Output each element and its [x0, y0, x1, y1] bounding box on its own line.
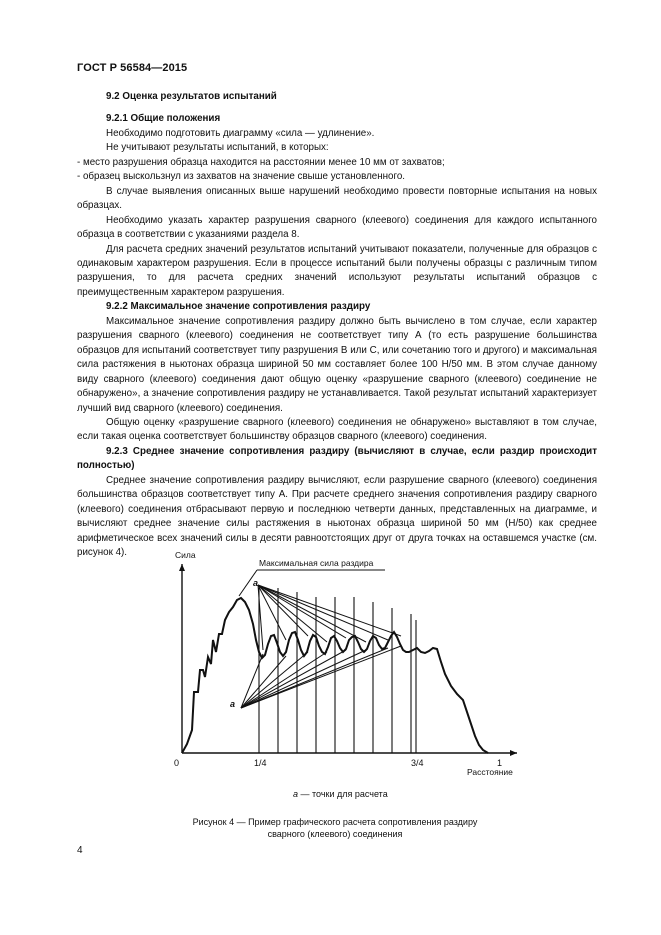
paragraph: Максимальное значение сопротивления раздиру должно быть вычислено в том случае, если характер разрушения сварного (клеевого) соединения не соответствует типу А (то есть разрушение большинства образцов для испытаний соответствует типу разрушения В или С, или сочетанию того и другого) и максимальная сила растяжения в ньютонах образца шириной 50 мм составляет более 100 Н/50 мм. В этом случае данному виду сварного (клеевого) соединения дают общую оценку «разрушение сварного (клеевого) соединение не обнаружено», а значение сопротивления раздиру не устанавливается. Такой результат испытаний характеризует лучший вид сварного (клеевого) соединения.	[77, 315, 597, 414]
list-item: - образец выскользнул из захватов на значение свыше установленного.	[77, 171, 406, 183]
document-header: ГОСТ Р 56584—2015	[77, 62, 188, 74]
subsection-1-title: 9.2.1 Общие положения	[106, 113, 221, 125]
x-axis-label: Расстояние	[467, 767, 513, 777]
point-connector-lines	[241, 585, 401, 708]
paragraph: Необходимо подготовить диаграмму «сила — удлинение».	[106, 127, 375, 139]
annotation-max-force: Максимальная сила раздира	[259, 558, 374, 568]
figure-caption: Рисунок 4 — Пример графического расчета сопротивления раздиру сварного (клеевого) соединения	[192, 817, 478, 839]
subsection-2-title: 9.2.2 Максимальное значение сопротивления раздиру	[106, 301, 371, 313]
y-axis-label: Сила	[175, 552, 196, 560]
figure-4-diagram	[165, 552, 525, 780]
paragraph: В случае выявления описанных выше нарушений необходимо провести повторные испытания на новых образцах.	[77, 185, 597, 212]
figure-legend	[293, 789, 388, 799]
paragraph: Необходимо указать характер разрушения сварного (клеевого) соединения для каждого испытанного образца в соответствии с указаниями раздела 8.	[77, 214, 597, 241]
section-title: 9.2 Оценка результатов испытаний	[106, 91, 277, 102]
tick-label-0: 0	[174, 758, 180, 768]
list-item: - место разрушения образца находится на расстоянии менее 10 мм от захватов;	[77, 156, 445, 168]
subsection-3-title: 9.2.3 Среднее значение сопротивления раздиру (вычисляют в случае, если раздир происходит полностью)	[77, 445, 597, 472]
paragraph: Для расчета средних значений результатов испытаний учитывают показатели, полученные для образцов с одинаковым характером разрушения. Если в процессе испытаний были получены образцы с различным типом разрушения, то для расчета средних значений используют результаты испытаний образцов с преимущественным характером разрушения.	[77, 243, 597, 298]
tick-label-quarter: 1/4	[254, 758, 267, 768]
paragraph: Общую оценку «разрушение сварного (клеевого) соединения не обнаружено» выставляют в том случае, если такая оценка соответствует большинству образцов сварного (клеевого) соединения.	[77, 416, 597, 443]
tick-label-one: 1	[497, 758, 503, 768]
main-text	[77, 90, 597, 561]
page-number: 4	[77, 845, 83, 856]
point-label-a-lower: a	[230, 699, 236, 709]
point-label-a-upper: a	[253, 578, 259, 588]
paragraph: Среднее значение сопротивления раздиру вычисляют, если разрушение сварного (клеевого) соединения большинства образцов соответствует типу А. При расчете среднего значения сопротивления раздиру сварного (клеевого) соединения отбрасывают первую и последнюю четверти данных, представленных на диаграмме, и вычисляют среднее значение силы растяжения в ньютонах образца шириной 50 мм (Н/50) как среднее арифметическое всех значений силы в десяти равноотстоящих друг от друга точках на оставшемся участке (см. рисунок 4).	[77, 474, 597, 559]
legend-text: — точки для расчета	[298, 789, 388, 799]
tick-label-three-quarters: 3/4	[411, 758, 424, 768]
paragraph: Не учитывают результаты испытаний, в которых:	[106, 142, 329, 154]
legend-key: a	[293, 789, 299, 799]
